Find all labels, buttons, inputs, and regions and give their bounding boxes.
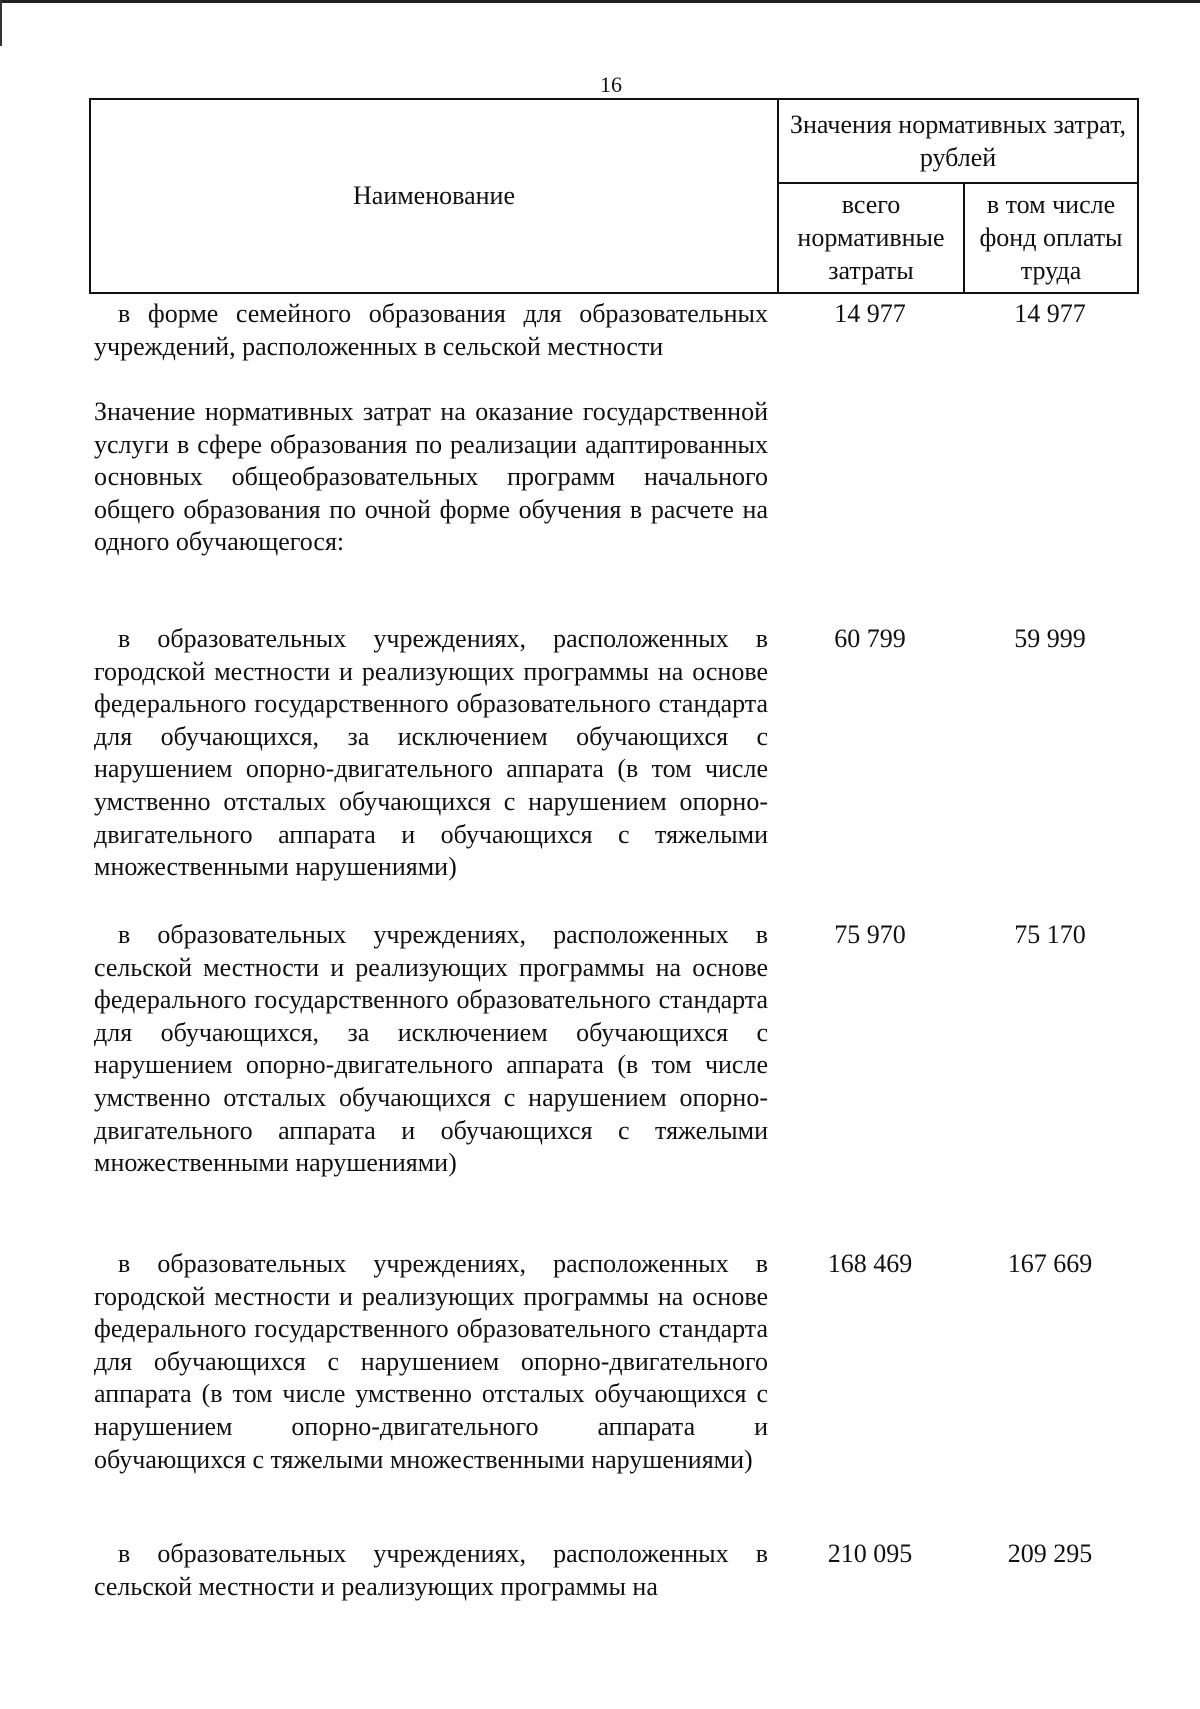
column-header-name: Наименование <box>91 100 779 292</box>
row-3-fot: 75 170 <box>1014 920 1086 949</box>
scan-left-edge <box>0 0 2 46</box>
row-0-text: в форме семейного образования для образовательных учреждений, расположенных в сельской местности <box>94 299 768 361</box>
row-1-text: Значение нормативных затрат на оказание государственной услуги в сфере образования по реализации адаптированных основных общеобразовательных программ начального общего образования по очной форме обучения в расчете на одного обучающегося: <box>94 397 768 557</box>
row-3-text: в образовательных учреждениях, расположенных в сельской местности и реализующих программы на основе федерального государственного образовательного стандарта для обучающихся, за исключением обучающихся с нарушением опорно-двигательного аппарата (в том числе умственно отсталых обучающихся с нарушением опорно-двигательного аппарата и обучающихся с тяжелыми множественными нарушениями) <box>94 920 768 1178</box>
row-5-fot: 209 295 <box>1007 1539 1093 1568</box>
row-4-total: 168 469 <box>827 1249 913 1278</box>
row-2-text: в образовательных учреждениях, расположенных в городской местности и реализующих программы на основе федерального государственного образовательного стандарта для обучающихся, за исключением обучающихся с нарушением опорно-двигательного аппарата (в том числе умственно отсталых обучающихся с нарушением опорно-двигательного аппарата и обучающихся с тяжелыми множественными нарушениями) <box>94 624 768 882</box>
row-4-text: в образовательных учреждениях, расположенных в городской местности и реализующих программы на основе федерального государственного образовательного стандарта для обучающихся с нарушением опорно-двигательного аппарата (в том числе умственно отсталых обучающихся с нарушением опорно-двигательного аппарата и обучающихся с тяжелыми множественными нарушениями) <box>94 1249 768 1474</box>
column-header-total: всего нормативные затраты <box>779 184 965 292</box>
row-2-total: 60 799 <box>834 624 906 653</box>
row-2-fot: 59 999 <box>1014 624 1086 653</box>
scan-top-edge <box>0 0 1200 3</box>
page-number: 16 <box>600 72 622 97</box>
row-0-total: 14 977 <box>834 299 906 328</box>
column-header-values: Значения нормативных затрат, рублей <box>779 100 1137 184</box>
row-5-text: в образовательных учреждениях, расположенных в сельской местности и реализующих программы на <box>94 1539 768 1601</box>
row-4-fot: 167 669 <box>1007 1249 1093 1278</box>
table-header <box>89 98 1139 294</box>
column-header-fot: в том числе фонд оплаты труда <box>979 190 1123 285</box>
row-3-total: 75 970 <box>834 920 906 949</box>
row-0-fot: 14 977 <box>1014 299 1086 328</box>
row-5-total: 210 095 <box>827 1539 913 1568</box>
